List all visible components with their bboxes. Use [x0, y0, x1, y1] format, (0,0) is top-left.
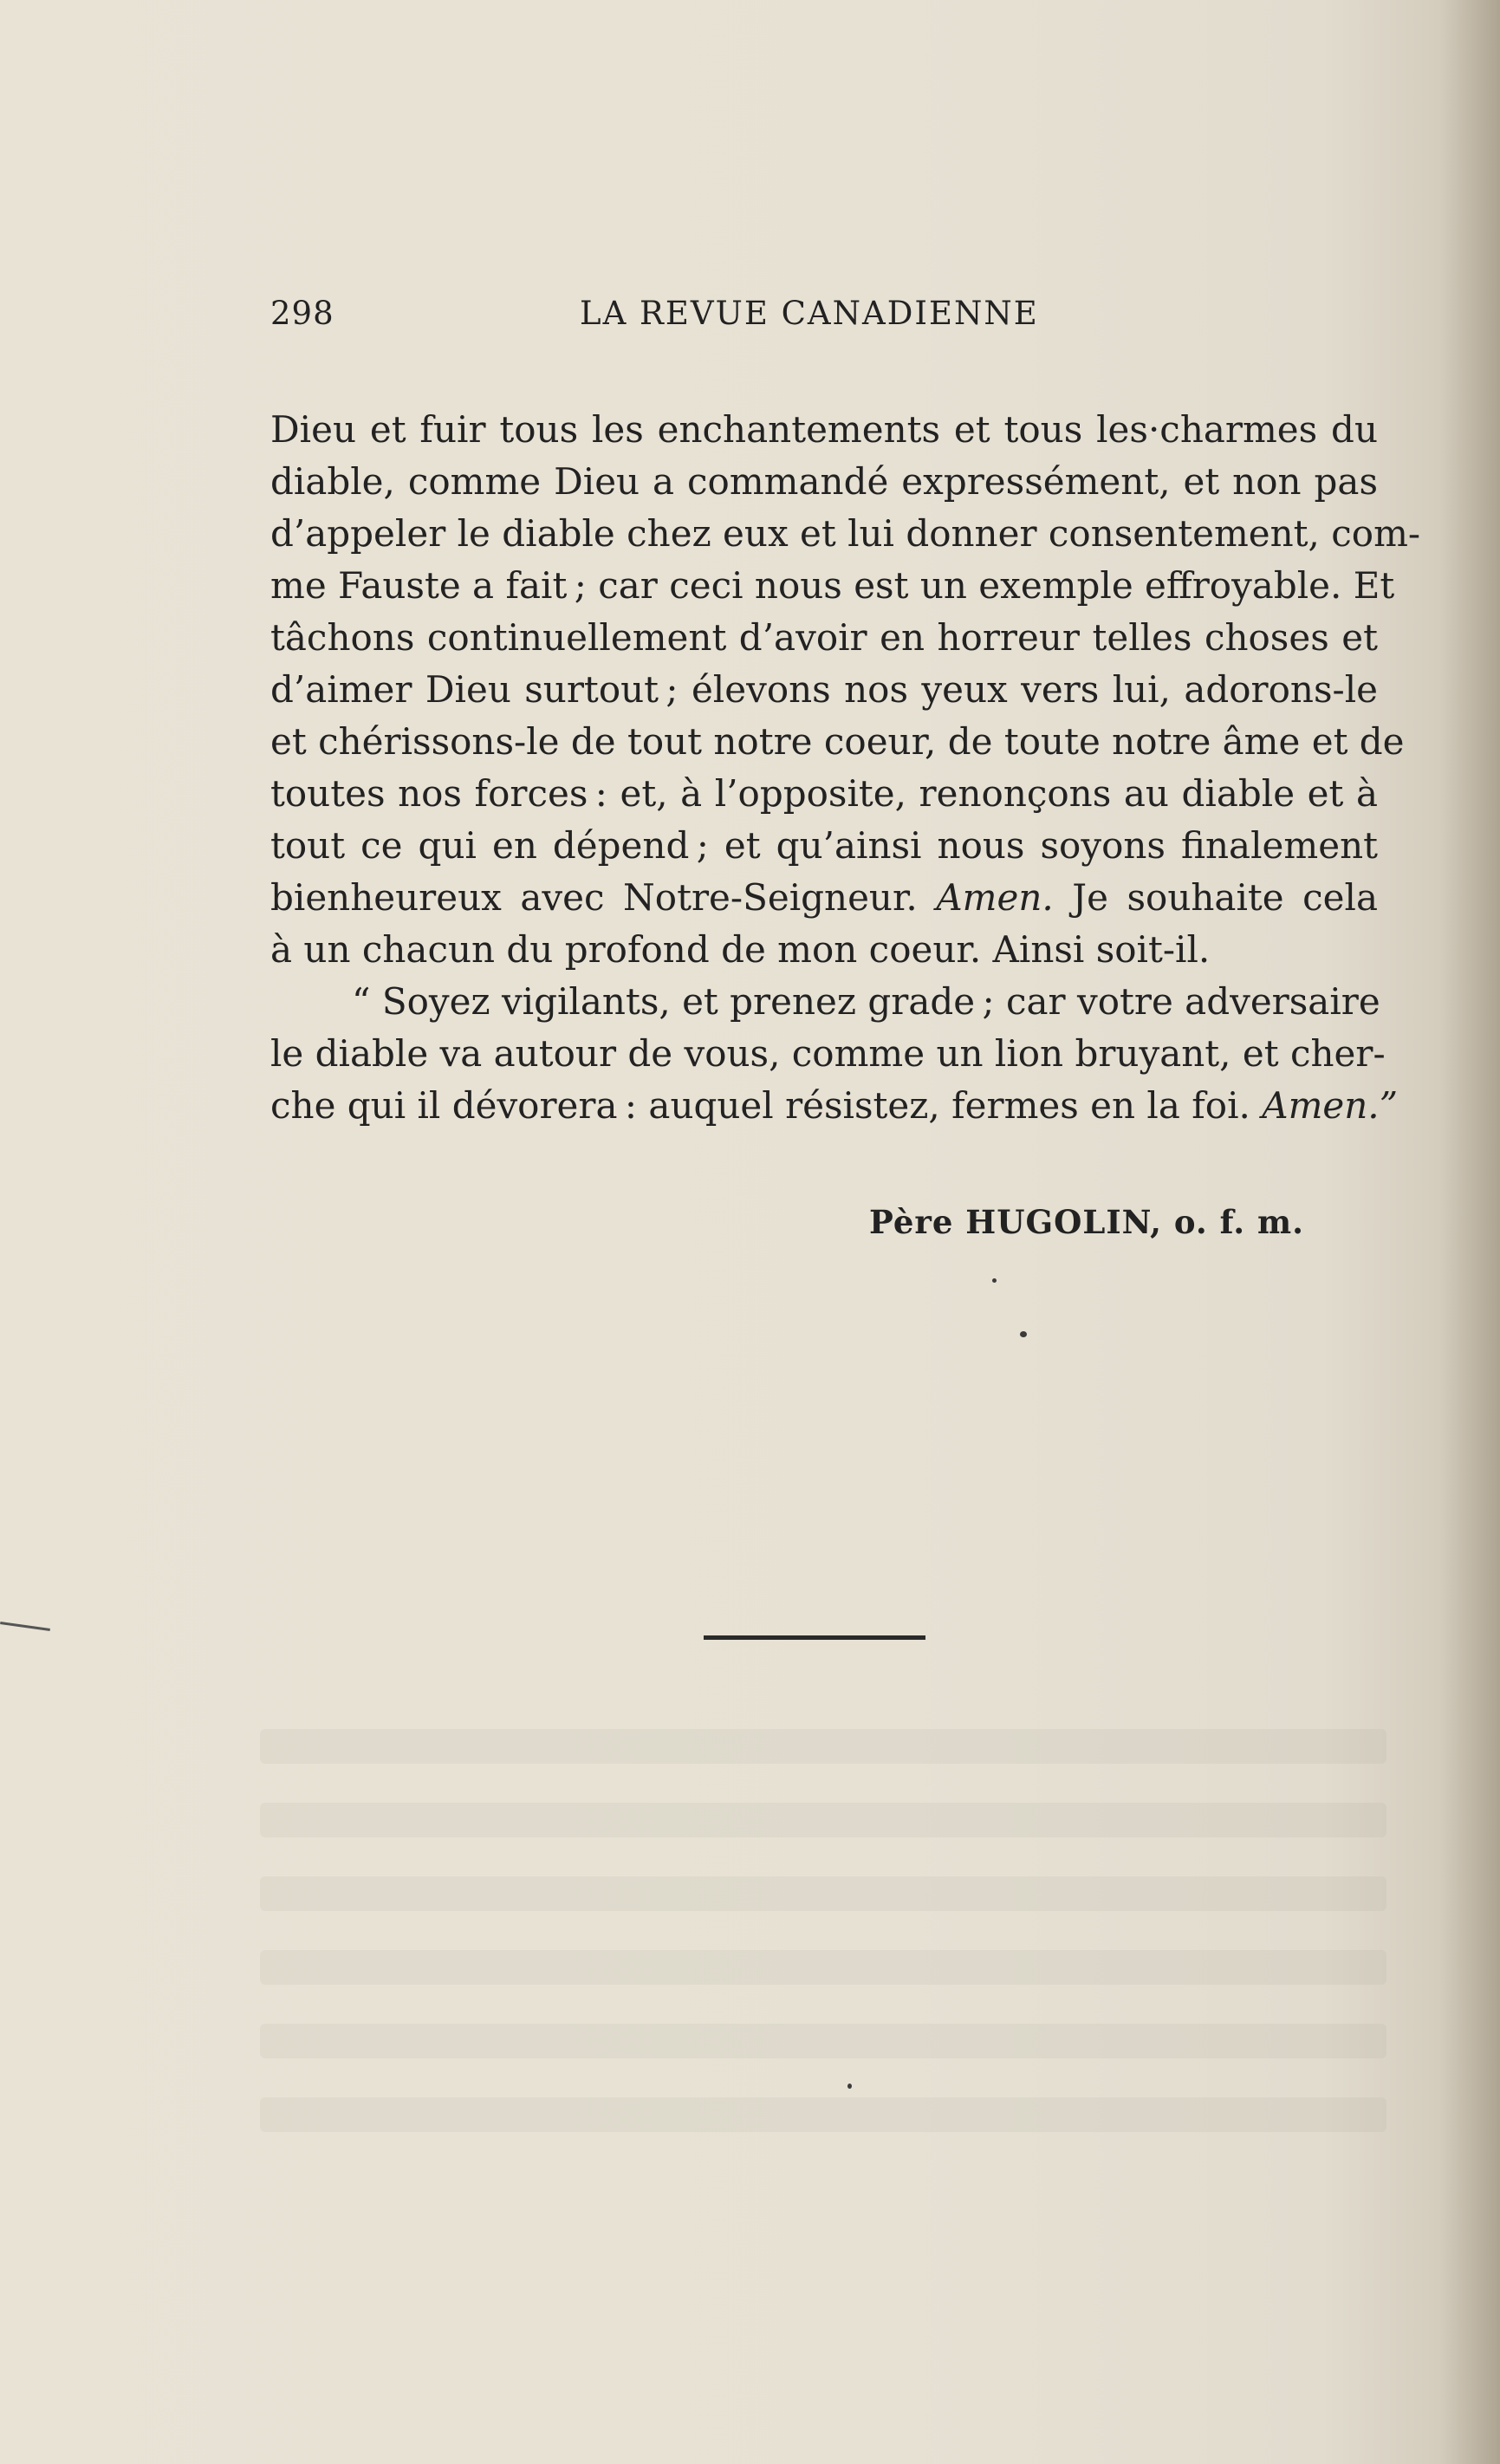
section-divider [704, 1635, 925, 1640]
page-number: 298 [270, 295, 334, 332]
text-line: le diable va autour de vous, comme un lion bruyant, et cher- [270, 1032, 1386, 1075]
text-line: d’appeler le diable chez eux et lui donner consentement, com- [270, 512, 1421, 555]
text-line: “ Soyez vigilants, et prenez grade ; car votre adversaire [352, 980, 1380, 1023]
ink-speck [992, 1278, 997, 1283]
text-line: me Fauste a fait ; car ceci nous est un exemple effroyable. Et [270, 564, 1395, 607]
text-line [270, 1080, 1399, 1132]
journal-title: LA REVUE CANADIENNE [580, 295, 1039, 332]
bleed-through [260, 2097, 1386, 2132]
ink-speck [1020, 1331, 1027, 1337]
bleed-through [260, 1876, 1386, 1911]
margin-mark [0, 1622, 50, 1631]
text-line: diable, comme Dieu a commandé expressément, et non pas [270, 460, 1378, 503]
body-text [270, 404, 1421, 1132]
bleed-through [260, 1729, 1386, 1764]
amen-italic: Amen. [936, 876, 1054, 919]
text-line: Dieu et fuir tous les enchantements et tous les·charmes du [270, 408, 1378, 451]
signature: Père HUGOLIN, o. f. m. [869, 1203, 1305, 1241]
text-line: tout ce qui en dépend ; et qu’ainsi nous soyons finalement [270, 824, 1378, 867]
amen-italic: Amen.” [1262, 1084, 1399, 1127]
text-line [270, 872, 1378, 924]
text-line: toutes nos forces : et, à l’opposite, renonçons au diable et à [270, 772, 1378, 815]
spine-shadow [1439, 0, 1500, 2464]
running-head [270, 295, 1078, 338]
text-line: et chérissons-le de tout notre coeur, de toute notre âme et de [270, 720, 1405, 763]
ink-speck [847, 2084, 852, 2089]
text-line: tâchons continuellement d’avoir en horreur telles choses et [270, 616, 1378, 659]
text-segment: che qui il dévorera : auquel résistez, fermes en la foi. [270, 1084, 1250, 1127]
text-line: d’aimer Dieu surtout ; élevons nos yeux vers lui, adorons-le [270, 668, 1378, 711]
bleed-through [260, 2024, 1386, 2058]
text-line: à un chacun du profond de mon coeur. Ainsi soit-il. [270, 928, 1211, 971]
bleed-through [260, 1950, 1386, 1985]
bleed-through [260, 1803, 1386, 1837]
text-segment: bienheureux avec Notre-Seigneur. [270, 876, 918, 919]
text-segment: Je souhaite cela [1072, 876, 1379, 919]
